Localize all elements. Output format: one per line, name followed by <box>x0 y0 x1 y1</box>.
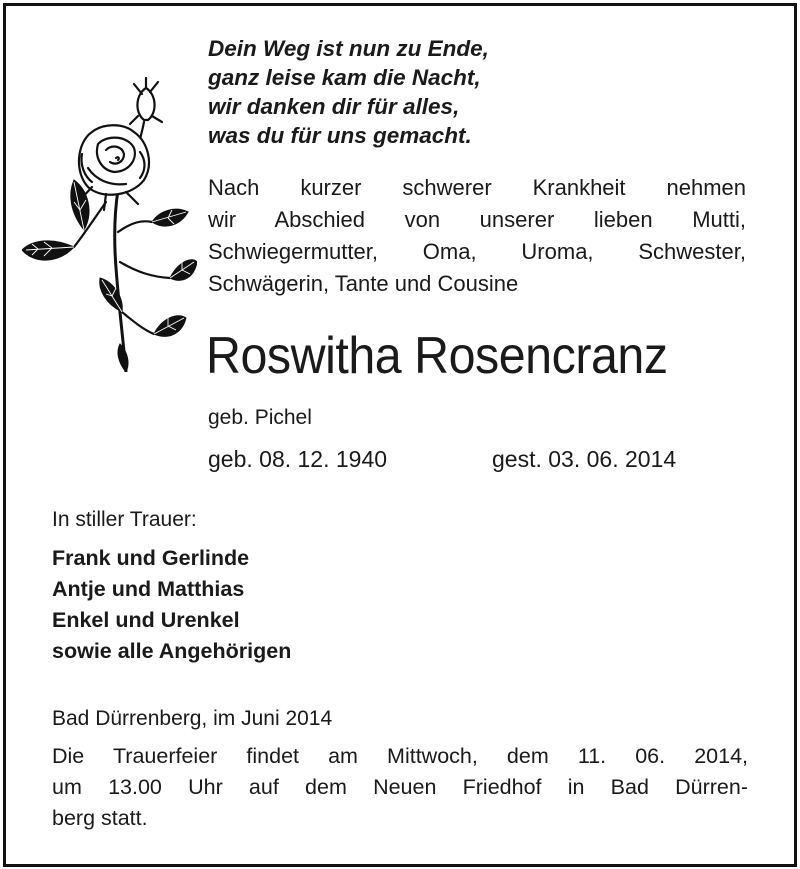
funeral-line: berg statt. <box>52 806 148 830</box>
intro-line: Schwiegermutter, Oma, Uroma, Schwester, <box>208 239 746 264</box>
funeral-info <box>52 741 748 834</box>
poem-line: Dein Weg ist nun zu Ende, <box>208 36 489 61</box>
rose-icon <box>22 72 197 372</box>
poem-line: wir danken dir für alles, <box>208 94 460 119</box>
mourner: Antje und Matthias <box>52 577 245 601</box>
poem <box>208 34 489 150</box>
mourner: Enkel und Urenkel <box>52 608 240 632</box>
poem-line: ganz leise kam die Nacht, <box>208 65 481 90</box>
death-date: gest. 03. 06. 2014 <box>492 446 677 472</box>
intro-line: Schwägerin, Tante und Cousine <box>208 271 519 296</box>
birth-date: geb. 08. 12. 1940 <box>208 446 388 472</box>
funeral-line: Die Trauerfeier findet am Mittwoch, dem 11. 06. 2014, <box>52 744 748 768</box>
life-dates <box>208 444 677 474</box>
mourning-label: In stiller Trauer: <box>52 508 197 531</box>
mourners-list <box>52 543 291 667</box>
intro-line: wir Abschied von unserer lieben Mutti, <box>208 207 746 232</box>
poem-line: was du für uns gemacht. <box>208 123 472 148</box>
place-date: Bad Dürrenberg, im Juni 2014 <box>52 707 333 730</box>
maiden-name: geb. Pichel <box>208 406 312 429</box>
deceased-name: Roswitha Rosencranz <box>206 327 668 385</box>
mourner: Frank und Gerlinde <box>52 546 250 570</box>
funeral-line: um 13.00 Uhr auf dem Neuen Friedhof in Bad Dürren- <box>52 775 748 799</box>
intro-text <box>208 172 746 300</box>
mourner: sowie alle Angehörigen <box>52 639 292 663</box>
intro-line: Nach kurzer schwerer Krankheit nehmen <box>208 175 746 200</box>
